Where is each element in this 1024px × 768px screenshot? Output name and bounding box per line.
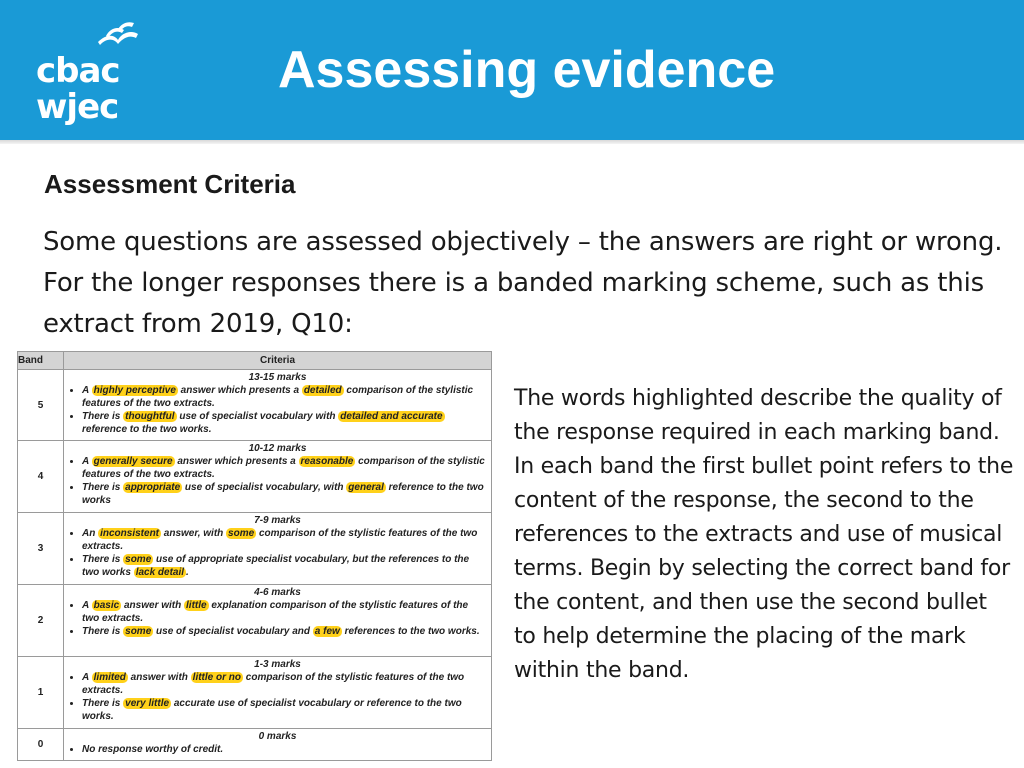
reference-bullet: • There is appropriate use of specialist vocabulary, with general reference to the two works	[82, 481, 487, 507]
highlight: some	[125, 554, 152, 565]
highlight: some	[228, 528, 255, 539]
intro-paragraph: Some questions are assessed objectively – the answers are right or wrong. For the longer responses there is a banded marking scheme, such as this extract from 2019, Q10:	[43, 227, 1003, 339]
band-criteria	[64, 441, 492, 513]
content-bullet: • A generally secure answer which presents a reasonable comparison of the stylistic features of the two extracts.	[82, 455, 487, 481]
marks-range: 7-9 marks	[254, 515, 301, 526]
explanation-paragraph: The words highlighted describe the quality of the response required in each marking band. In each band the first bullet point refers to the content of the response, the second to the references to the extracts and use of musical terms. Begin by selecting the correct band for the content, and then use the second bullet to help determine the placing of the mark within the band.	[514, 386, 1014, 683]
band-criteria	[64, 370, 492, 441]
reference-bullet: • There is some use of specialist vocabulary and a few references to the two works.	[82, 625, 487, 638]
logo-text-wjec: wjec	[36, 87, 119, 127]
highlight: reasonable	[300, 456, 354, 467]
band-number: 2	[18, 585, 64, 657]
band-row	[18, 729, 492, 761]
marks-range: 4-6 marks	[254, 587, 301, 598]
band-number: 0	[18, 729, 64, 761]
highlight: very little	[125, 698, 170, 709]
band-row	[18, 513, 492, 585]
highlight: detailed	[303, 385, 342, 396]
highlight: little	[186, 600, 207, 611]
highlight: little or no	[192, 672, 242, 683]
band-number: 1	[18, 657, 64, 729]
band-column-header: Band	[18, 352, 64, 370]
highlight: generally secure	[93, 456, 173, 467]
band-row	[18, 585, 492, 657]
band-criteria	[64, 729, 492, 761]
marks-range: 0 marks	[258, 731, 297, 742]
highlight: a few	[314, 626, 340, 637]
band-number: 3	[18, 513, 64, 585]
highlight: appropriate	[125, 482, 181, 493]
band-number: 5	[18, 370, 64, 441]
highlight: basic	[93, 600, 120, 611]
band-number: 4	[18, 441, 64, 513]
highlight: general	[348, 482, 384, 493]
marking-scheme-table	[17, 351, 492, 761]
band-criteria	[64, 513, 492, 585]
band-criteria	[64, 657, 492, 729]
reference-bullet: • There is some use of appropriate specialist vocabulary, but the references to the two works lack detail .	[82, 553, 487, 579]
content-bullet: • A limited answer with little or no comparison of the stylistic features of the two extracts.	[82, 671, 487, 697]
band-row	[18, 441, 492, 513]
logo-text-cbac: cbac	[36, 51, 120, 91]
content-bullet: • A highly perceptive answer which presents a detailed comparison of the stylistic features of the two extracts.	[82, 384, 487, 410]
highlight: thoughtful	[125, 411, 175, 422]
marks-range: 10-12 marks	[248, 443, 307, 454]
band-row	[18, 657, 492, 729]
highlight: lack detail	[135, 567, 185, 578]
marks-range: 13-15 marks	[248, 372, 307, 383]
header-bar	[0, 0, 1024, 142]
highlight: detailed and accurate	[340, 411, 443, 422]
content-bullet: • No response worthy of credit.	[82, 743, 487, 756]
highlight: highly perceptive	[93, 385, 176, 396]
content-bullet: • An inconsistent answer, with some comparison of the stylistic features of the two extracts.	[82, 527, 487, 553]
criteria-column-header: Criteria	[64, 352, 492, 370]
band-criteria	[64, 585, 492, 657]
reference-bullet: • There is thoughtful use of specialist vocabulary with detailed and accurate reference to the two works.	[82, 410, 487, 436]
highlight: limited	[93, 672, 126, 683]
reference-bullet: • There is very little accurate use of specialist vocabulary or reference to the two works.	[82, 697, 487, 723]
header-divider	[0, 140, 1024, 144]
slide-title: Assessing evidence	[278, 41, 776, 99]
band-row	[18, 370, 492, 441]
content-bullet: • A basic answer with little explanation comparison of the stylistic features of the two extracts.	[82, 599, 487, 625]
highlight: inconsistent	[100, 528, 160, 539]
highlight: some	[125, 626, 152, 637]
marks-range: 1-3 marks	[254, 659, 301, 670]
table-header-row	[18, 352, 492, 370]
section-heading: Assessment Criteria	[44, 169, 296, 199]
wjec-logo	[28, 20, 138, 127]
